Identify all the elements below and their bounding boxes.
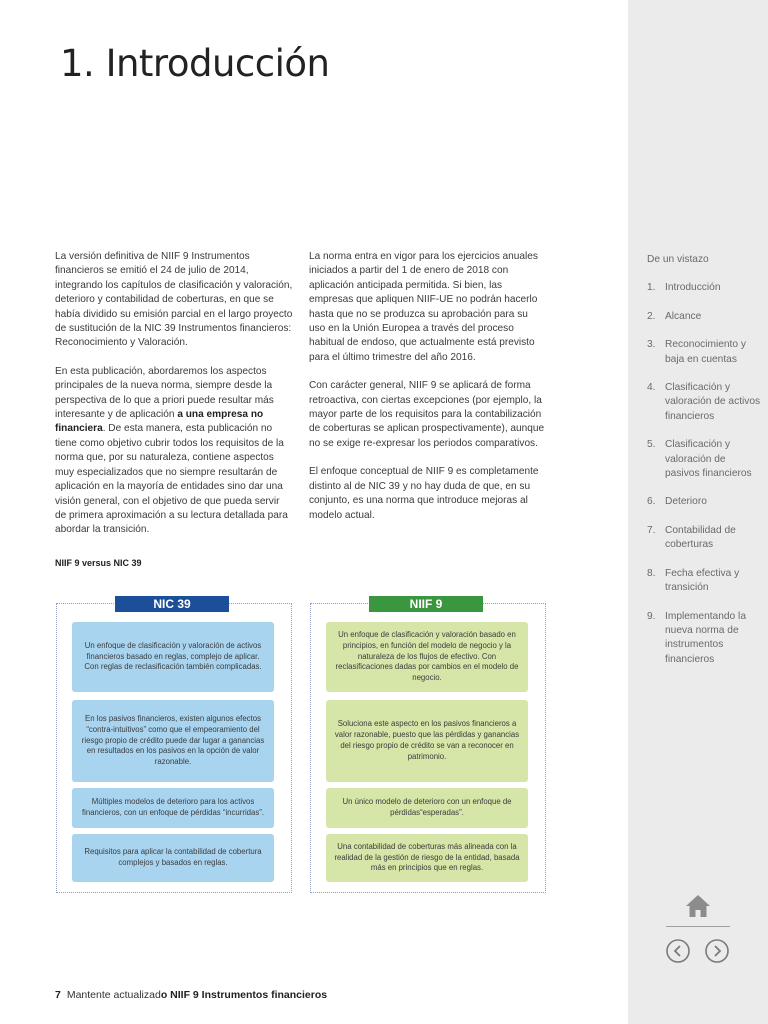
nav-heading[interactable]: De un vistazo: [647, 254, 709, 265]
home-button[interactable]: [684, 893, 712, 919]
nav-label: Deterioro: [665, 496, 707, 508]
left-text-column: [55, 250, 293, 552]
page-number: 7: [55, 989, 61, 1001]
previous-page-button[interactable]: [666, 939, 690, 963]
paragraph-text: En esta publicación, abordaremos los aspectos principales de la nueva norma, siempre desde la perspectiva de lo que a priori puede resultar más interesante y de aplicación: [55, 365, 274, 421]
nic39-box: Múltiples modelos de deterioro para los activos financieros, con un enfoque de pérdidas “incurridas”.: [72, 788, 274, 828]
nav-item-fecha[interactable]: [647, 567, 762, 596]
nav-item-pasivos[interactable]: [647, 438, 762, 481]
right-text-column: [309, 250, 546, 537]
paragraph-text: . De esta manera, esta publicación no tiene como objetivo cubrir todos los requisitos de la norma que, por su naturaleza, contiene aspectos muy especializados que no siempre resultarán de aplicación en la mayoría de entidades sino dar una visión general, con el objetivo de que pueda servir de primera aproximación a su lectura detallada para abordar la transición.: [55, 423, 288, 536]
nav-label: Implementando la nueva norma de instrumentos financieros: [665, 610, 746, 665]
nav-number: 2.: [647, 310, 656, 322]
nav-number: 1.: [647, 282, 656, 294]
nav-number: 9.: [647, 610, 656, 622]
footer-title: o NIIF 9 Instrumentos financieros: [160, 989, 328, 1001]
nic39-box: Requisitos para aplicar la contabilidad de cobertura complejos y basados en reglas.: [72, 834, 274, 882]
chevron-left-icon: [666, 939, 690, 963]
paragraph: El enfoque conceptual de NIIF 9 es completamente distinto al de NIC 39 y no hay duda de que, en su conjunto, es una norma que introduce mejoras al modelo actual.: [309, 466, 539, 521]
nav-label: Reconocimiento y baja en cuentas: [665, 339, 746, 365]
figure-caption: NIIF 9 versus NIC 39: [55, 558, 142, 568]
niif9-box: Un único modelo de deterioro con un enfoque de pérdidas“esperadas”.: [326, 788, 528, 828]
nav-item-coberturas[interactable]: [647, 524, 762, 553]
nav-number: 8.: [647, 567, 656, 579]
nic39-panel: [56, 597, 292, 893]
nav-item-reconocimiento[interactable]: [647, 338, 762, 367]
paragraph: La versión definitiva de NIIF 9 Instrumentos financieros se emitió el 24 de julio de 2014, integrando los capítulos de clasificación y valoración, deterioro y contabilidad de coberturas, en que se había dividido su emisión parcial en el largo proyecto de sustitución de la NIC 39 Instrumentos financieros: Reconocimiento y Valoración.: [55, 251, 293, 349]
niif9-box: Una contabilidad de coberturas más alineada con la realidad de la gestión de riesgo de la entidad, basada más en principios que en reglas.: [326, 834, 528, 882]
nic39-box: Un enfoque de clasificación y valoración de activos financieros basado en reglas, complejo de aplicar. Con reglas de reclasificación también complicadas.: [72, 622, 274, 692]
page-title: 1. Introducción: [60, 42, 330, 85]
nic39-box: En los pasivos financieros, existen algunos efectos “contra-intuitivos” como que el empeoramiento del riesgo propio de crédito puede dar lugar a ganancias en resultados en los pasivos en la opción de valor razonable.: [72, 700, 274, 782]
nav-label: Alcance: [665, 310, 702, 322]
nav-label: Introducción: [665, 282, 721, 294]
nav-number: 7.: [647, 524, 656, 536]
paragraph: Con carácter general, NIIF 9 se aplicará de forma retroactiva, con ciertas excepciones (por ejemplo, la mayor parte de los requisitos para la contabilización de coberturas se aplican prospectivamente), aunque no se exige re-expresar los periodos comparativos.: [309, 380, 545, 449]
niif9-box: Soluciona este aspecto en los pasivos financieros a valor razonable, puesto que las pérdidas y ganancias del riesgo propio de crédito se van a reconocer en patrimonio.: [326, 700, 528, 782]
niif9-label: NIIF 9: [369, 596, 483, 612]
footer-text: Mantente actualizad: [66, 989, 161, 1001]
nav-number: 5.: [647, 439, 656, 451]
nic39-label: NIC 39: [115, 596, 229, 612]
paragraph-emphasis: a una empresa no financiera: [55, 409, 264, 435]
nav-item-alcance[interactable]: [647, 310, 762, 324]
divider: [666, 926, 730, 927]
nav-item-introduccion[interactable]: [647, 281, 762, 295]
sidebar-nav: [647, 253, 762, 681]
nav-label: Contabilidad de coberturas: [665, 524, 736, 551]
paragraph: La norma entra en vigor para los ejercicios anuales iniciados a partir del 1 de enero de 2018 con aplicación anticipada permitida. Si bien, las empresas que apliquen NIIF-UE no podrán hacerlo hasta que no se produzca su aprobación para su uso en la Unión Europea a través del proceso habitual de endoso, que actualmente está previsto para el último trimestre del año 2016.: [309, 251, 538, 363]
nav-number: 6.: [647, 496, 656, 508]
niif9-panel: [310, 597, 546, 893]
home-icon: [684, 893, 712, 919]
nav-label: Clasificación y valoración de activos financieros: [665, 382, 761, 422]
nav-label: Fecha efectiva y transición: [665, 567, 740, 594]
page-footer: [55, 989, 327, 1001]
nav-item-implementando[interactable]: [647, 610, 762, 668]
nav-item-deterioro[interactable]: [647, 495, 762, 509]
niif9-box: Un enfoque de clasificación y valoración basado en principios, en función del modelo de negocio y la naturaleza de los flujos de efectivo. Con reclasificaciones dadas por cambios en el modelo de negocio.: [326, 622, 528, 692]
nav-label: Clasificación y valoración de pasivos financieros: [665, 439, 752, 480]
next-page-button[interactable]: [705, 939, 729, 963]
chevron-right-icon: [705, 939, 729, 963]
paragraph: [55, 365, 293, 538]
nav-item-activos[interactable]: [647, 381, 762, 424]
nav-number: 3.: [647, 339, 656, 351]
nav-number: 4.: [647, 382, 656, 394]
